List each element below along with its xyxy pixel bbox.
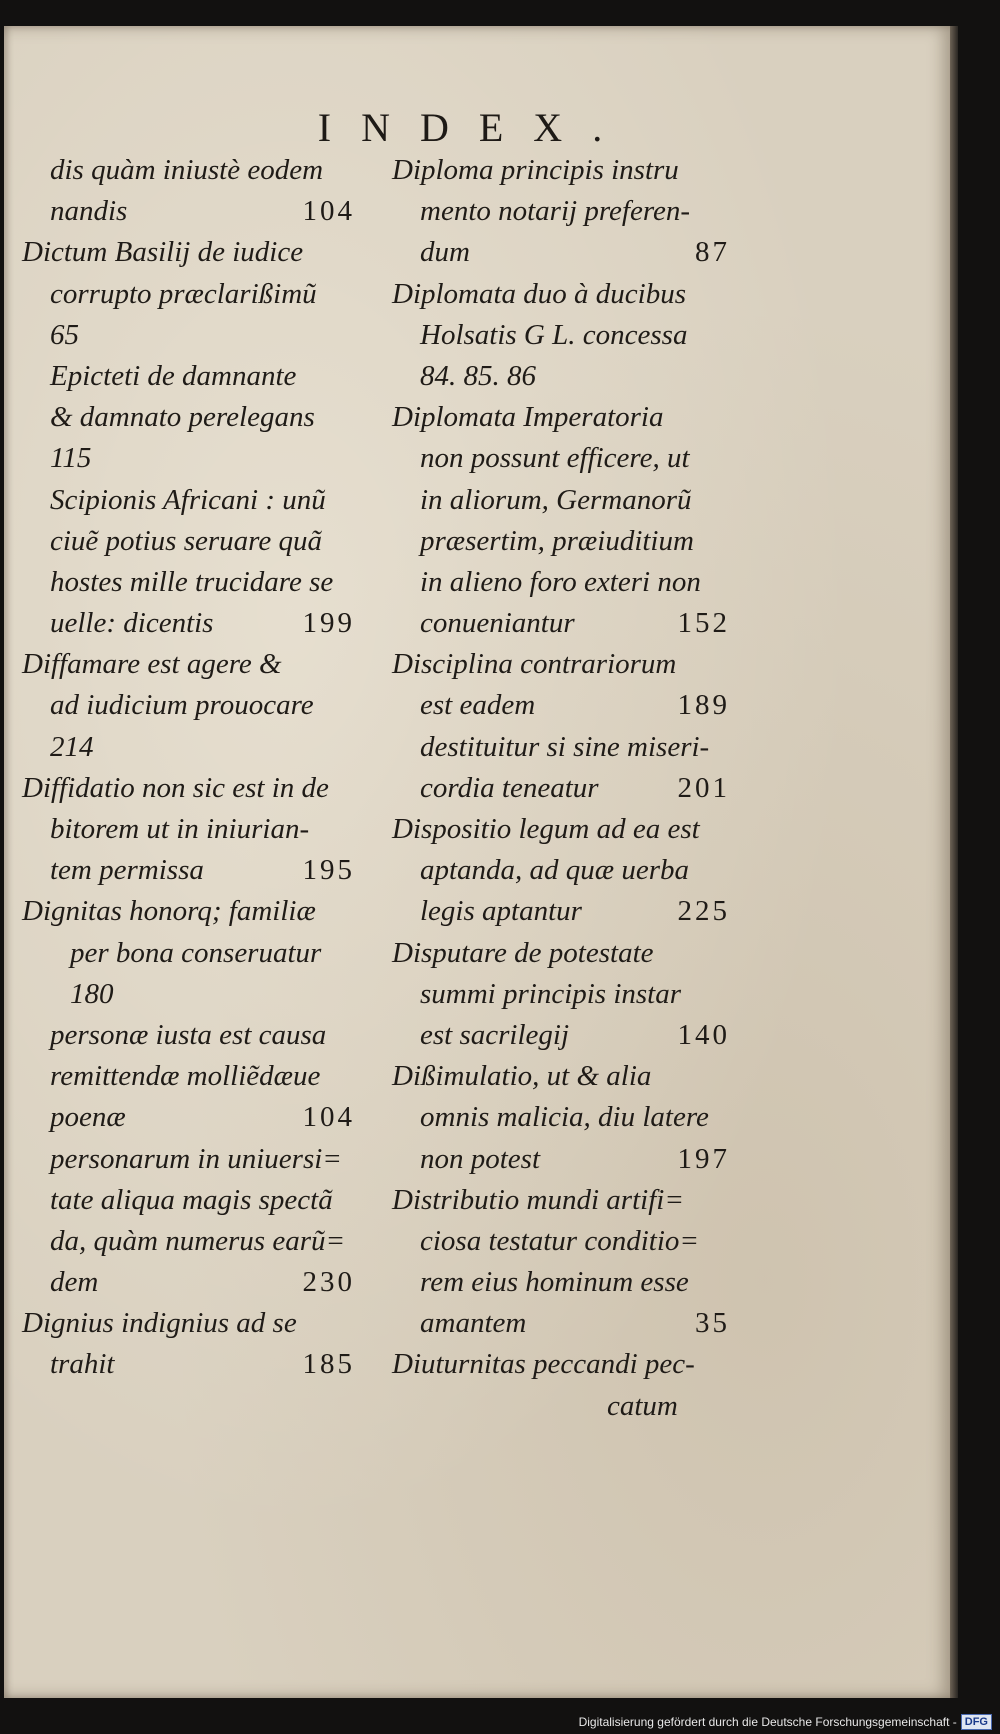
index-text: omnis malicia, diu latere <box>420 1101 709 1134</box>
index-line <box>22 1097 367 1138</box>
index-text: dis quàm iniustè eodem <box>50 154 324 186</box>
index-line <box>22 562 367 603</box>
index-line <box>22 1180 367 1221</box>
index-text: ciuẽ potius seruare quã <box>50 524 322 557</box>
index-text: per bona conseruatur <box>70 936 322 969</box>
index-line <box>392 1097 742 1138</box>
index-line <box>392 1015 742 1056</box>
index-text: Scipionis Africani : unũ <box>50 483 326 516</box>
index-line <box>392 480 742 521</box>
index-line <box>22 809 367 850</box>
index-text: ad iudicium prouocare <box>50 689 314 722</box>
index-text: Diplomata duo à ducibus <box>392 277 687 310</box>
index-line <box>392 150 742 191</box>
index-text: bitorem ut in iniurian- <box>50 813 310 845</box>
index-line <box>392 603 742 644</box>
index-text: Diffidatio non sic est in de <box>22 771 329 804</box>
index-line <box>392 850 742 891</box>
index-line <box>22 1303 367 1344</box>
index-line <box>392 438 742 479</box>
index-text: poenæ <box>50 1101 126 1134</box>
index-line <box>392 1386 742 1427</box>
page-reference: 197 <box>677 1142 730 1175</box>
index-line <box>392 809 742 850</box>
footer-text: Digitalisierung gefördert durch die Deutsche Forschungsgemeinschaft - <box>578 1715 957 1729</box>
index-text: personæ iusta est causa <box>50 1018 327 1051</box>
index-column-left <box>22 150 367 1386</box>
index-text: hostes mille trucidare se <box>50 565 334 598</box>
index-line <box>392 191 742 232</box>
index-line <box>22 1056 367 1097</box>
index-line <box>22 315 367 356</box>
index-text: in aliorum, Germanorũ <box>420 483 692 516</box>
index-line <box>22 150 367 191</box>
digitization-footer <box>579 1714 992 1730</box>
index-text: legis aptantur <box>420 895 582 928</box>
index-text: Distributio mundi artifi= <box>392 1183 684 1216</box>
page-reference: 185 <box>302 1348 355 1381</box>
index-text: in alieno foro exteri non <box>420 565 701 598</box>
index-line <box>392 1344 742 1385</box>
page-header: INDEX. <box>317 105 633 150</box>
index-line <box>392 644 742 685</box>
index-line <box>22 727 367 768</box>
index-text: non potest <box>420 1142 541 1175</box>
index-text: amantem <box>420 1307 527 1340</box>
index-text: personarum in uniuersi= <box>50 1142 342 1175</box>
index-text: 214 <box>50 730 94 763</box>
index-line <box>22 891 367 932</box>
index-text: remittendæ molliẽdæue <box>50 1060 321 1093</box>
index-text: Diffamare est agere & <box>22 648 282 681</box>
index-text: summi principis instar <box>420 977 682 1010</box>
index-line <box>22 397 367 438</box>
index-line <box>392 1303 742 1344</box>
page-reference: 104 <box>302 195 355 228</box>
page-reference: 104 <box>302 1101 355 1134</box>
index-text: Dispositio legum ad ea est <box>392 813 700 845</box>
index-line <box>392 232 742 273</box>
index-text: rem eius hominum esse <box>420 1266 689 1299</box>
index-text: Dignius indignius ad se <box>22 1307 297 1340</box>
index-text: 115 <box>50 442 92 475</box>
index-line <box>392 891 742 932</box>
page-reference: 230 <box>302 1266 355 1299</box>
index-text: & damnato perelegans <box>50 401 315 434</box>
index-line <box>392 768 742 809</box>
index-text: Dictum Basilij de iudice <box>22 236 304 269</box>
index-line <box>392 397 742 438</box>
index-line <box>392 1180 742 1221</box>
index-text: Diuturnitas peccandi pec- <box>392 1348 695 1381</box>
index-line <box>392 1056 742 1097</box>
index-text: non possunt efficere, ut <box>420 442 690 475</box>
index-line <box>392 727 742 768</box>
dfg-logo: DFG <box>961 1714 992 1730</box>
index-line <box>22 768 367 809</box>
page-reference: 87 <box>695 236 730 269</box>
index-text: præsertim, præiuditium <box>420 524 694 557</box>
page-reference: 201 <box>677 771 730 804</box>
index-line <box>392 521 742 562</box>
index-line <box>22 1344 367 1385</box>
page-reference: 225 <box>677 895 730 928</box>
page-reference: 195 <box>302 854 355 887</box>
index-line <box>392 933 742 974</box>
index-text: nandis <box>50 195 128 228</box>
index-column-right <box>392 150 742 1427</box>
index-text: ciosa testatur conditio= <box>420 1224 699 1257</box>
index-text: 84. 85. 86 <box>420 359 536 392</box>
index-text: destituitur si sine miseri- <box>420 730 710 763</box>
index-text: est sacrilegij <box>420 1018 570 1051</box>
index-line <box>22 480 367 521</box>
index-line <box>22 933 367 974</box>
index-line <box>22 274 367 315</box>
index-line <box>22 1139 367 1180</box>
page-reference: 189 <box>677 689 730 722</box>
index-line <box>392 974 742 1015</box>
index-line <box>392 1221 742 1262</box>
index-line <box>22 850 367 891</box>
index-text: Holsatis G L. concessa <box>420 318 688 351</box>
index-text: Disciplina contrariorum <box>392 648 677 681</box>
index-text: dum <box>420 236 470 269</box>
index-text: 65 <box>50 318 79 351</box>
index-line <box>22 1015 367 1056</box>
index-line <box>22 685 367 726</box>
index-line <box>22 603 367 644</box>
index-text: Disputare de potestate <box>392 936 654 969</box>
index-line <box>392 274 742 315</box>
index-line <box>392 562 742 603</box>
index-line <box>392 1262 742 1303</box>
index-line <box>22 1221 367 1262</box>
index-text: Dißimulatio, ut & alia <box>392 1060 652 1093</box>
page-reference: 152 <box>677 607 730 640</box>
index-line <box>392 685 742 726</box>
index-text: aptanda, ad quæ uerba <box>420 854 690 887</box>
index-line <box>22 438 367 479</box>
index-line <box>392 1139 742 1180</box>
page-edge <box>950 26 958 1698</box>
index-line <box>22 232 367 273</box>
index-text: Epicteti de damnante <box>50 359 297 392</box>
index-text: dem <box>50 1266 99 1299</box>
index-text: Diplomata Imperatoria <box>392 401 664 434</box>
index-text: tate aliqua magis spectã <box>50 1183 333 1216</box>
index-text: Diploma principis instru <box>392 154 679 186</box>
index-text: tem permissa <box>50 854 204 887</box>
index-text: trahit <box>50 1348 115 1381</box>
index-text: corrupto præclarißimũ <box>50 277 317 310</box>
index-text: 180 <box>70 977 114 1010</box>
index-text: conueniantur <box>420 607 575 640</box>
index-text: uelle: dicentis <box>50 607 214 640</box>
index-line <box>22 1262 367 1303</box>
index-text: mento notarij preferen- <box>420 195 691 228</box>
index-line <box>22 356 367 397</box>
index-line <box>392 356 742 397</box>
index-line <box>22 521 367 562</box>
page-reference: 35 <box>695 1307 730 1340</box>
page-reference: 199 <box>302 607 355 640</box>
index-text: cordia teneatur <box>420 771 599 804</box>
index-line <box>22 644 367 685</box>
index-line <box>22 191 367 232</box>
index-text: catum <box>607 1389 678 1422</box>
page-reference: 140 <box>677 1018 730 1051</box>
index-text: Dignitas honorq; familiæ <box>22 895 316 928</box>
index-text: est eadem <box>420 689 536 722</box>
index-line <box>22 974 367 1015</box>
index-line <box>392 315 742 356</box>
index-text: da, quàm numerus earũ= <box>50 1224 346 1257</box>
